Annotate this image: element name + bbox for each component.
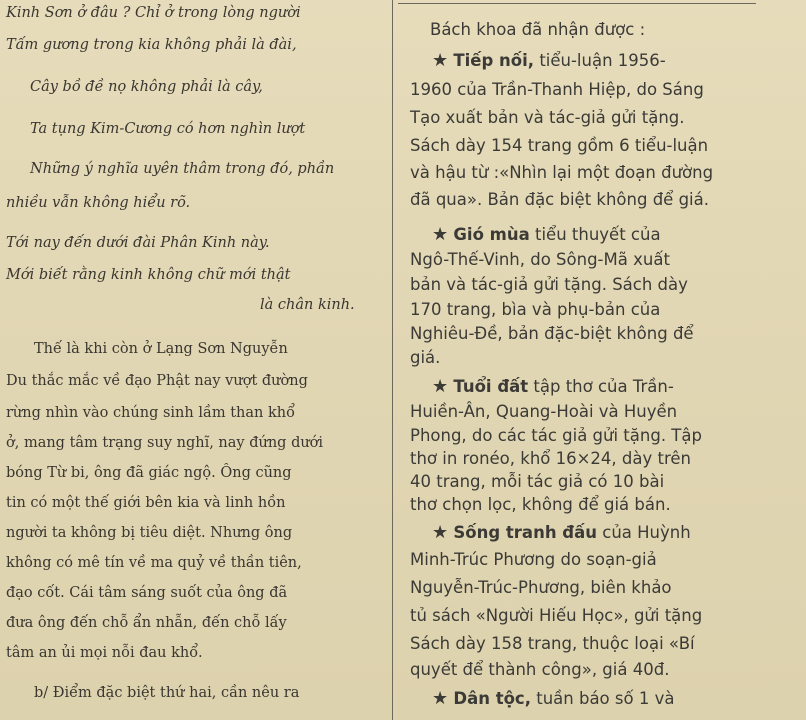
entry-title: Dân tộc, xyxy=(453,689,531,708)
entry-line: bản và tác-giả gửi tặng. Sách dày xyxy=(410,275,688,294)
left-text-column xyxy=(0,0,372,720)
poem-line: Những ý nghĩa uyên thâm trong đó, phần xyxy=(30,161,335,177)
paragraph-line: tin có một thế giới bên kia và linh hồn xyxy=(6,495,286,511)
paragraph-line: tâm an ủi mọi nỗi đau khổ. xyxy=(6,645,203,661)
entry-line: Huiền-Ân, Quang-Hoài và Huyền xyxy=(410,402,678,421)
entry-line: quyết để thành công», giá 40đ. xyxy=(410,660,670,679)
entry-first-line xyxy=(432,524,691,542)
entry-line: tủ sách «Người Hiếu Học», gửi tặng xyxy=(410,606,703,625)
right-text-column xyxy=(406,0,746,720)
poem-line: là chân kinh. xyxy=(260,297,355,313)
paragraph-line: người ta không bị tiêu diệt. Nhưng ông xyxy=(6,525,293,541)
poem-line: nhiều vẫn không hiểu rõ. xyxy=(6,195,191,211)
star-icon: ★ xyxy=(432,688,449,709)
entry-line: Sách dày 154 trang gồm 6 tiểu-luận xyxy=(410,136,709,155)
paragraph-line: Thế là khi còn ở Lạng Sơn Nguyễn xyxy=(34,341,288,357)
paragraph-line: đưa ông đến chỗ ẩn nhẫn, đến chỗ lấy xyxy=(6,615,287,631)
entry-title: Sống tranh đấu xyxy=(453,523,598,542)
paragraph-line: bóng Từ bi, ông đã giác ngộ. Ông cũng xyxy=(6,465,292,481)
paragraph-line: b/ Điểm đặc biệt thứ hai, cần nêu ra xyxy=(34,685,300,701)
entry-line: Nghiêu-Đề, bản đặc-biệt không để xyxy=(410,324,694,343)
entry-line: tuần báo số 1 và xyxy=(536,689,675,708)
paragraph-line: đạo cốt. Cái tâm sáng suốt của ông đã xyxy=(6,585,288,601)
entry-first-line xyxy=(432,378,674,396)
entry-line: đã qua». Bản đặc biệt không để giá. xyxy=(410,190,709,209)
entry-line: thơ chọn lọc, không để giá bán. xyxy=(410,495,671,514)
star-icon: ★ xyxy=(432,50,449,71)
poem-line: Ta tụng Kim-Cương có hơn nghìn lượt xyxy=(30,121,306,137)
paragraph-line: ở, mang tâm trạng suy nghĩ, nay đứng dưới xyxy=(6,435,324,451)
entry-title: Tiếp nối, xyxy=(453,51,535,70)
entry-line: Tạo xuất bản và tác-giả gửi tặng. xyxy=(410,108,685,127)
entry-line: và hậu từ :«Nhìn lại một đoạn đường xyxy=(410,163,714,182)
entry-first-line xyxy=(432,226,661,244)
paragraph-line: rừng nhìn vào chúng sinh lầm than khổ xyxy=(6,405,295,421)
entry-title: Gió mùa xyxy=(453,225,530,244)
entry-line: Sách dày 158 trang, thuộc loại «Bí xyxy=(410,634,695,653)
poem-line: Cây bồ đề nọ không phải là cây, xyxy=(30,79,263,95)
entry-line: Ngô-Thế-Vinh, do Sông-Mã xuất xyxy=(410,250,670,269)
star-icon: ★ xyxy=(432,376,449,397)
entry-first-line xyxy=(432,690,674,708)
entry-line: của Huỳnh xyxy=(602,523,691,542)
entry-line: giá. xyxy=(410,348,441,367)
section-heading: Bách khoa đã nhận được : xyxy=(430,20,646,39)
entry-first-line xyxy=(432,52,666,70)
entry-line: 170 trang, bìa và phụ-bản của xyxy=(410,300,661,319)
star-icon: ★ xyxy=(432,224,449,245)
poem-line: Tới nay đến dưới đài Phân Kinh này. xyxy=(6,235,270,251)
entry-line: tập thơ của Trần- xyxy=(533,377,674,396)
poem-line: Kinh Sơn ở đâu ? Chỉ ở trong lòng người xyxy=(6,5,301,21)
paragraph-line: không có mê tín về ma quỷ về thần tiên, xyxy=(6,555,302,571)
poem-line: Tấm gương trong kia không phải là đài, xyxy=(6,37,297,53)
entry-line: tiểu thuyết của xyxy=(535,225,661,244)
star-icon: ★ xyxy=(432,522,449,543)
entry-line: Nguyễn-Trúc-Phương, biên khảo xyxy=(410,578,672,597)
entry-title: Tuổi đất xyxy=(453,377,529,396)
entry-line: Minh-Trúc Phương do soạn-giả xyxy=(410,550,657,569)
paragraph-line: Du thắc mắc về đạo Phật nay vượt đường xyxy=(6,373,308,389)
entry-line: 40 trang, mỗi tác giả có 10 bài xyxy=(410,472,665,491)
poem-line: Mới biết rằng kinh không chữ mới thật xyxy=(6,267,291,283)
column-divider xyxy=(392,0,393,720)
entry-line: thơ in ronéo, khổ 16×24, dày trên xyxy=(410,449,692,468)
entry-line: Phong, do các tác giả gửi tặng. Tập xyxy=(410,426,702,445)
entry-line: tiểu-luận 1956- xyxy=(539,51,666,70)
entry-line: 1960 của Trần-Thanh Hiệp, do Sáng xyxy=(410,80,704,99)
